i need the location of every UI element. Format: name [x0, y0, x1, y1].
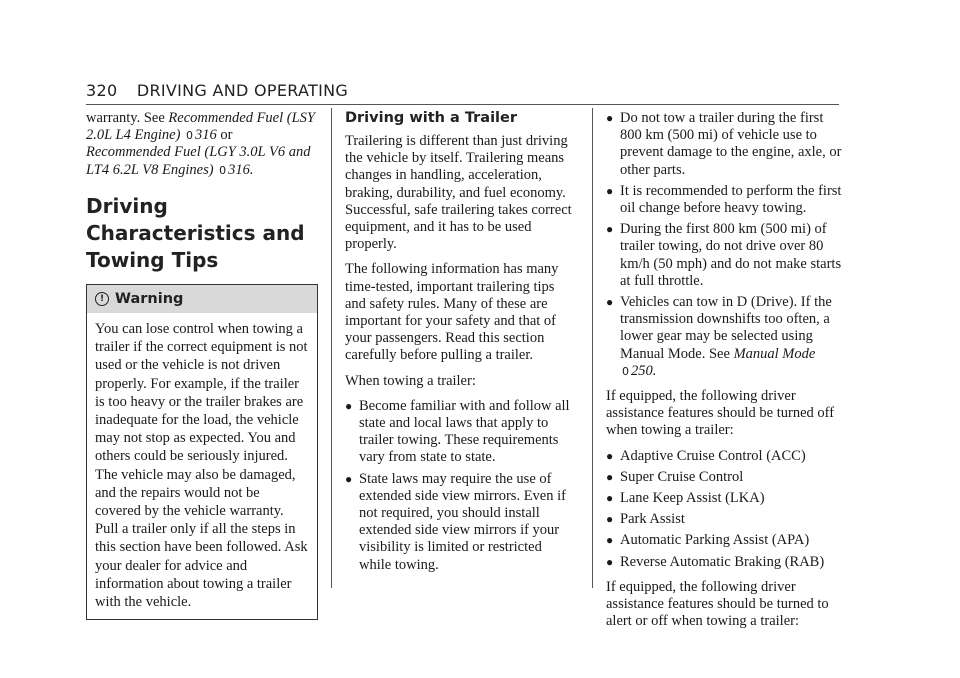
list-item: ● It is recommended to perform the first oil change before heavy towing. — [606, 182, 842, 217]
column-2 — [345, 110, 575, 582]
list-item: ● Automatic Parking Assist (APA) — [606, 532, 810, 549]
bullet-icon: ● — [345, 471, 353, 486]
column-divider-2 — [592, 108, 593, 588]
bullet-icon: ● — [606, 512, 614, 527]
paragraph: Trailering is different than just driving the vehicle by itself. Trailering means changes in handling, acceleration, braking, durability, and fuel economy. Successful, safe trailering takes correct equipment, and it has to be used properly. — [345, 133, 572, 253]
subsection-heading: Driving with a Trailer — [345, 110, 517, 126]
column-1 — [86, 110, 318, 620]
page-ref-icon: 0 — [622, 364, 629, 378]
link-recommended-fuel-lgy[interactable]: Recommended Fuel (LGY 3.0L V6 and LT4 6.2L V8 Engines) — [86, 144, 311, 178]
list-item: ● Adaptive Cruise Control (ACC) — [606, 447, 806, 464]
warning-header — [87, 285, 317, 313]
bullet-icon: ● — [606, 183, 614, 198]
list-item: ● Lane Keep Assist (LKA) — [606, 490, 765, 507]
towing-rules-list — [345, 398, 575, 574]
section-title: DRIVING AND OPERATING — [136, 81, 349, 100]
page-ref-icon: 0 — [186, 129, 194, 143]
paragraph: When towing a trailer: — [345, 372, 476, 389]
list-item: ● State laws may require the use of extended side view mirrors. Even if not required, you should install extended side view mirrors if your visibility is limited or restricted while towing. — [345, 470, 566, 573]
list-item: ● Reverse Automatic Braking (RAB) — [606, 553, 825, 570]
towing-rules-list-continued — [606, 110, 842, 380]
page-header — [86, 81, 348, 100]
list-item: ● During the first 800 km (500 mi) of trailer towing, do not drive over 80 km/h (50 mph) and do not make starts at full throttle. — [606, 221, 842, 289]
paragraph: If equipped, the following driver assistance features should be turned to alert or off when towing a trailer: — [606, 578, 829, 630]
list-item: ● Do not tow a trailer during the first 800 km (500 mi) of vehicle use to prevent damage to the engine, axle, or other parts. — [606, 110, 842, 178]
bullet-icon: ● — [606, 295, 614, 310]
warning-label: Warning — [115, 290, 184, 307]
page-ref-316[interactable]: 316 — [195, 127, 217, 144]
bullet-icon: ● — [606, 469, 614, 484]
paragraph: The following information has many time-tested, important trailering tips and safety rules. Many of these are important for your safety and that of your passengers. Read this section carefully before pulling a trailer. — [345, 261, 559, 364]
bullet-icon: ● — [606, 491, 614, 506]
warning-text: You can lose control when towing a trailer if the correct equipment is not used or the vehicle is not driven properly. For example, if the trailer is too heavy or the trailer brakes are inadequate for the load, the vehicle may not stop as expected. You and others could be seriously injured. The vehicle may also be damaged, and the repairs would not be covered by the vehicle warranty. Pull a trailer only if all the steps in this section have been followed. Ask your dealer for advice and information about towing a trailer with the vehicle. — [95, 321, 308, 611]
assist-features-list — [606, 448, 842, 571]
link-recommended-fuel-lsy[interactable]: Recommended Fuel (LSY 2.0L L4 Engine) — [86, 110, 315, 144]
bullet-icon: ● — [606, 533, 614, 548]
bullet-icon: ● — [606, 111, 614, 125]
warning-icon: ! — [95, 292, 109, 306]
column-divider-1 — [331, 108, 332, 588]
list-item: ● Park Assist — [606, 511, 685, 528]
page-number: 320 — [86, 81, 118, 100]
bullet-icon: ● — [606, 554, 614, 569]
bullet-icon: ● — [345, 398, 353, 413]
list-item: ● Vehicles can tow in D (Drive). If the transmission downshifts too often, a lower gear may be selected using Manual Mode. See Manual Mode 0 250. — [606, 294, 832, 379]
column-3 — [606, 110, 842, 638]
header-divider — [86, 104, 839, 105]
list-item: ● Become familiar with and follow all state and local laws that apply to trailer towing. These requirements vary from state to state. — [345, 397, 570, 466]
link-manual-mode[interactable]: Manual Mode — [733, 345, 816, 362]
bullet-icon: ● — [606, 222, 614, 237]
page-ref-icon: 0 — [219, 163, 227, 177]
warning-box — [86, 284, 318, 620]
page-ref-316[interactable]: 316. — [228, 161, 254, 178]
bullet-icon: ● — [606, 448, 614, 463]
page-ref-250[interactable]: 250. — [631, 362, 657, 379]
intro-paragraph: warranty. See Recommended Fuel (LSY 2.0L L4 Engine) 0 316 or Recommended Fuel (LGY 3.0L V6 and LT4 6.2L V8 Engines) 0 316. — [86, 110, 315, 178]
paragraph: If equipped, the following driver assistance features should be turned off when towing a trailer: — [606, 388, 835, 439]
section-heading: Driving Characteristics and Towing Tips — [86, 193, 305, 272]
list-item: ● Super Cruise Control — [606, 468, 744, 485]
